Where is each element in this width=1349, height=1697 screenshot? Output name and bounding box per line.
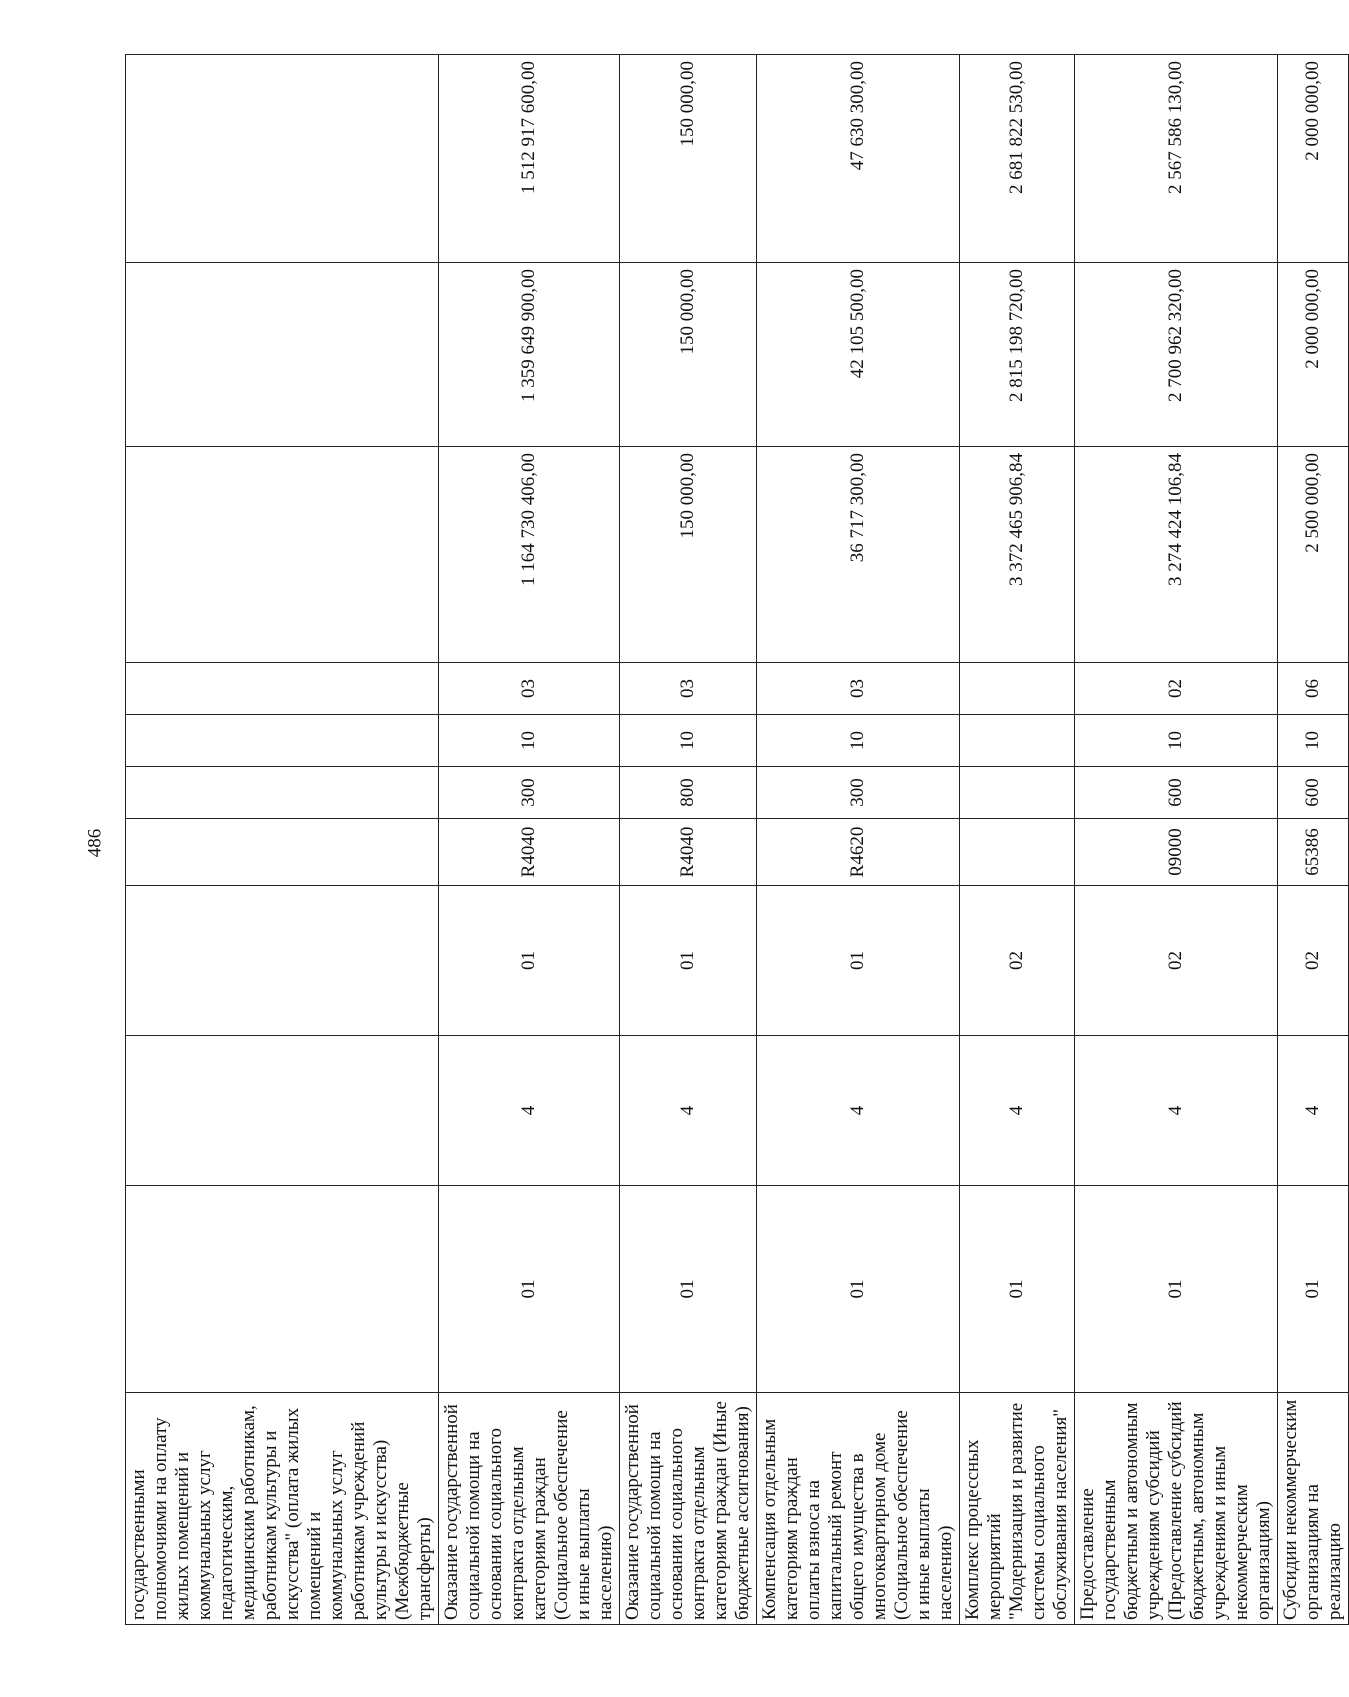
row-1-v3: 1 512 917 600,00	[439, 55, 620, 263]
row-5-c3: 02	[1075, 886, 1278, 1036]
rotated-table-container	[125, 55, 1345, 1625]
page-number	[80, 823, 110, 863]
row-2-c2: 4	[620, 1036, 757, 1186]
row-6-v3: 2 000 000,00	[1278, 55, 1349, 263]
row-5-c6: 10	[1075, 715, 1278, 767]
row-5-c5: 600	[1075, 767, 1278, 819]
row-6-name: Субсидии некоммерческим организациям на реализацию	[1278, 1393, 1349, 1625]
row-3-c5: 300	[757, 767, 960, 819]
table-row	[439, 55, 620, 1625]
table-area	[125, 55, 1345, 1625]
row-4-c7	[960, 663, 1075, 715]
row-2-c5: 800	[620, 767, 757, 819]
row-3-c7: 03	[757, 663, 960, 715]
row-4-c5	[960, 767, 1075, 819]
table-row	[1075, 55, 1278, 1625]
row-6-c6: 10	[1278, 715, 1349, 767]
table-row	[960, 55, 1075, 1625]
row-5-c2: 4	[1075, 1036, 1278, 1186]
row-2-c3: 01	[620, 886, 757, 1036]
row-1-name: Оказание государственной социальной помощи на основании социального контракта отдельным категориям граждан (Социальное обеспечение и иные выплаты населению)	[439, 1393, 620, 1625]
table-row	[620, 55, 757, 1625]
row-0-c6	[126, 715, 439, 767]
row-2-name: Оказание государственной социальной помощи на основании социального контракта отдельным категориям граждан (Иные бюджетные ассигнования)	[620, 1393, 757, 1625]
row-6-c7: 06	[1278, 663, 1349, 715]
row-4-v2: 2 815 198 720,00	[960, 263, 1075, 447]
budget-table	[125, 54, 1349, 1625]
row-0-c3	[126, 886, 439, 1036]
row-3-v3: 47 630 300,00	[757, 55, 960, 263]
row-5-c1: 01	[1075, 1186, 1278, 1393]
row-2-c6: 10	[620, 715, 757, 767]
row-1-c6: 10	[439, 715, 620, 767]
row-5-c7: 02	[1075, 663, 1278, 715]
row-4-name: Комплекс процессных мероприятий "Модернизация и развитие системы социального обслуживания населения"	[960, 1393, 1075, 1625]
row-4-v3: 2 681 822 530,00	[960, 55, 1075, 263]
row-4-c3: 02	[960, 886, 1075, 1036]
row-0-c7	[126, 663, 439, 715]
row-0-c1	[126, 1186, 439, 1393]
row-2-c1: 01	[620, 1186, 757, 1393]
row-3-v1: 36 717 300,00	[757, 447, 960, 663]
row-0-v1	[126, 447, 439, 663]
row-6-v1: 2 500 000,00	[1278, 447, 1349, 663]
row-1-c5: 300	[439, 767, 620, 819]
table-row	[1278, 55, 1349, 1625]
row-2-v3: 150 000,00	[620, 55, 757, 263]
row-6-c2: 4	[1278, 1036, 1349, 1186]
row-6-c5: 600	[1278, 767, 1349, 819]
row-3-c3: 01	[757, 886, 960, 1036]
row-5-v3: 2 567 586 130,00	[1075, 55, 1278, 263]
row-1-v2: 1 359 649 900,00	[439, 263, 620, 447]
row-4-c4	[960, 819, 1075, 886]
row-1-c1: 01	[439, 1186, 620, 1393]
table-row	[126, 55, 439, 1625]
row-5-v1: 3 274 424 106,84	[1075, 447, 1278, 663]
row-2-v2: 150 000,00	[620, 263, 757, 447]
row-3-c6: 10	[757, 715, 960, 767]
row-0-c5	[126, 767, 439, 819]
row-6-c4: 65386	[1278, 819, 1349, 886]
row-0-c4	[126, 819, 439, 886]
table-row	[757, 55, 960, 1625]
row-2-c7: 03	[620, 663, 757, 715]
row-4-c2: 4	[960, 1036, 1075, 1186]
row-2-c4: R4040	[620, 819, 757, 886]
row-3-c2: 4	[757, 1036, 960, 1186]
row-3-c1: 01	[757, 1186, 960, 1393]
row-4-c1: 01	[960, 1186, 1075, 1393]
row-5-c4: 09000	[1075, 819, 1278, 886]
row-3-name: Компенсация отдельным категориям граждан оплаты взноса на капитальный ремонт общего имущества в многоквартирном доме (Социальное обеспечение и иные выплаты населению)	[757, 1393, 960, 1625]
row-4-c6	[960, 715, 1075, 767]
page-number-text: 486	[84, 828, 105, 858]
row-6-c1: 01	[1278, 1186, 1349, 1393]
row-1-v1: 1 164 730 406,00	[439, 447, 620, 663]
row-6-c3: 02	[1278, 886, 1349, 1036]
row-2-v1: 150 000,00	[620, 447, 757, 663]
row-1-c4: R4040	[439, 819, 620, 886]
row-6-v2: 2 000 000,00	[1278, 263, 1349, 447]
row-0-v3	[126, 55, 439, 263]
row-1-c2: 4	[439, 1036, 620, 1186]
row-0-name: государственными полномочиями на оплату жилых помещений и коммунальных услуг педагогическим, медицинским работникам, работникам культуры и искусства" (оплата жилых помещений и коммунальных услуг работникам учреждений культуры и искусства) (Межбюджетные трансферты)	[126, 1393, 439, 1625]
row-4-v1: 3 372 465 906,84	[960, 447, 1075, 663]
row-0-v2	[126, 263, 439, 447]
row-1-c7: 03	[439, 663, 620, 715]
row-5-name: Предоставление государственным бюджетным и автономным учреждениям субсидий (Предоставление субсидий бюджетным, автономным учреждениям и иным некоммерческим организациям)	[1075, 1393, 1278, 1625]
row-1-c3: 01	[439, 886, 620, 1036]
row-3-c4: R4620	[757, 819, 960, 886]
row-0-c2	[126, 1036, 439, 1186]
row-3-v2: 42 105 500,00	[757, 263, 960, 447]
row-5-v2: 2 700 962 320,00	[1075, 263, 1278, 447]
